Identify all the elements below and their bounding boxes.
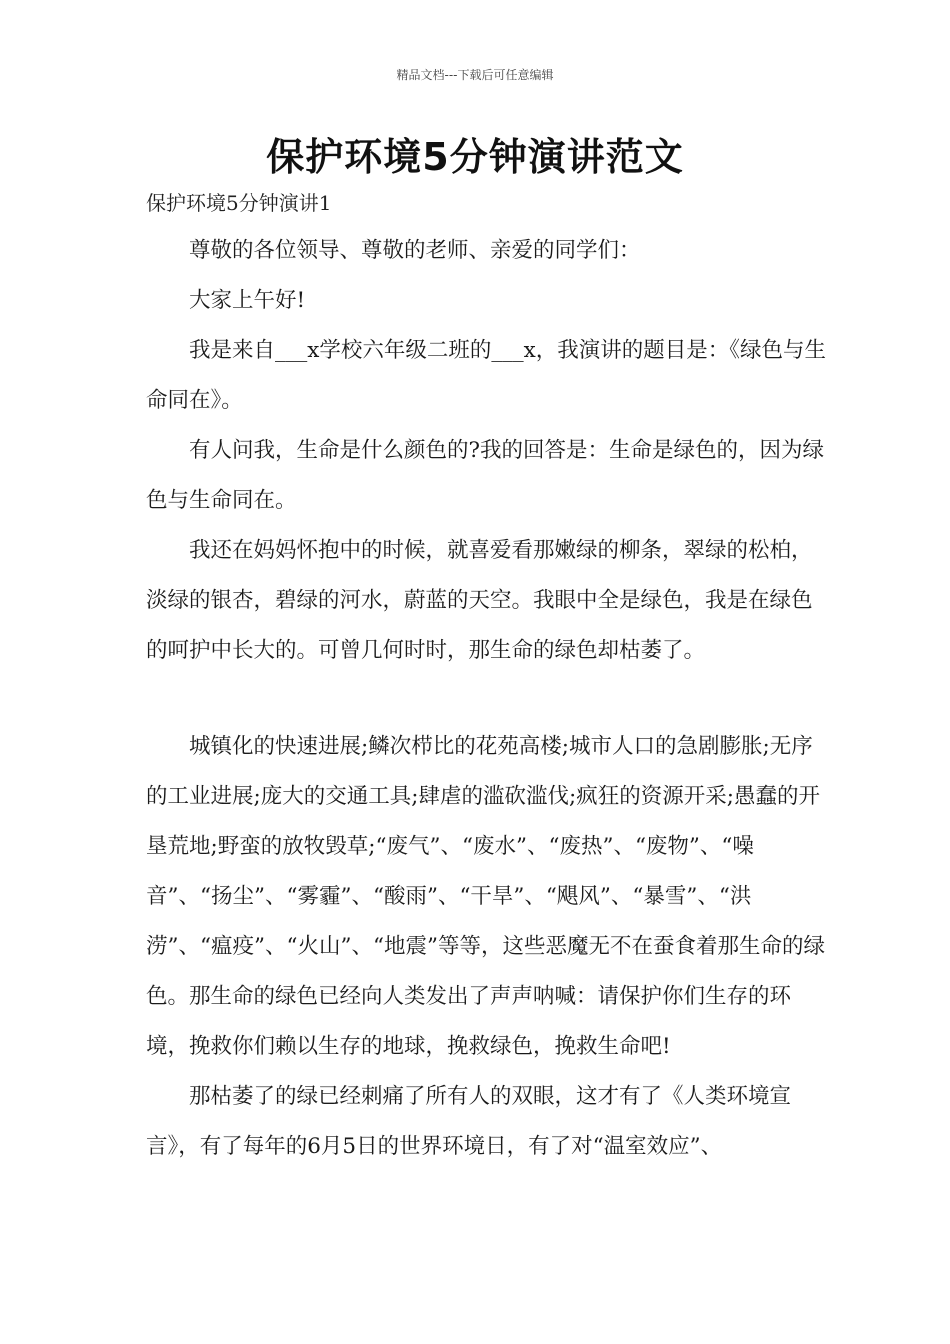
paragraph-good-morning: 大家上午好! — [189, 288, 306, 313]
paragraph-pollution: 城镇化的快速进展;鳞次栉比的花苑高楼;城市人口的急剧膨胀;无序的工业进展;庞大的交通工具;肆虐的滥砍滥伐;疯狂的资源开采;愚蠢的开垦荒地;野蛮的放牧毁草;“废气”、“废水”、“废热”、“废物”、“噪音”、“扬尘”、“雾霾”、“酸雨”、“干旱”、“飓风”、“暴雪”、“洪涝”、“瘟疫”、“火山”、“地震”等等，这些恶魔无不在蚕食着那生命的绿色。那生命的绿色已经向人类发出了声声呐喊：请保护你们生存的环境，挽救你们赖以生存的地球，挽救绿色，挽救生命吧! — [146, 734, 825, 1059]
section-subtitle: 保护环境5分钟演讲1 — [146, 191, 332, 215]
paragraph-childhood: 我还在妈妈怀抱中的时候，就喜爱看那嫩绿的柳条，翠绿的松柏，淡绿的银杏，碧绿的河水，蔚蓝的天空。我眼中全是绿色，我是在绿色的呵护中长大的。可曾几何时时，那生命的绿色却枯萎了。 — [146, 538, 813, 663]
paragraph-declaration: 那枯萎了的绿已经刺痛了所有人的双眼，这才有了《人类环境宣言》，有了每年的6月5日的世界环境日，有了对“温室效应”、 — [146, 1084, 792, 1159]
paragraph-introduction: 我是来自___x学校六年级二班的___x，我演讲的题目是：《绿色与生命同在》。 — [146, 338, 827, 413]
paragraph-question: 有人问我，生命是什么颜色的?我的回答是：生命是绿色的，因为绿色与生命同在。 — [146, 438, 825, 513]
document-title: 保护环境5分钟演讲范文 — [266, 135, 684, 179]
document-body — [146, 226, 826, 1172]
paragraph-greeting: 尊敬的各位领导、尊敬的老师、亲爱的同学们： — [189, 238, 641, 263]
page-header: 精品文档---下载后可任意编辑 — [396, 68, 554, 82]
